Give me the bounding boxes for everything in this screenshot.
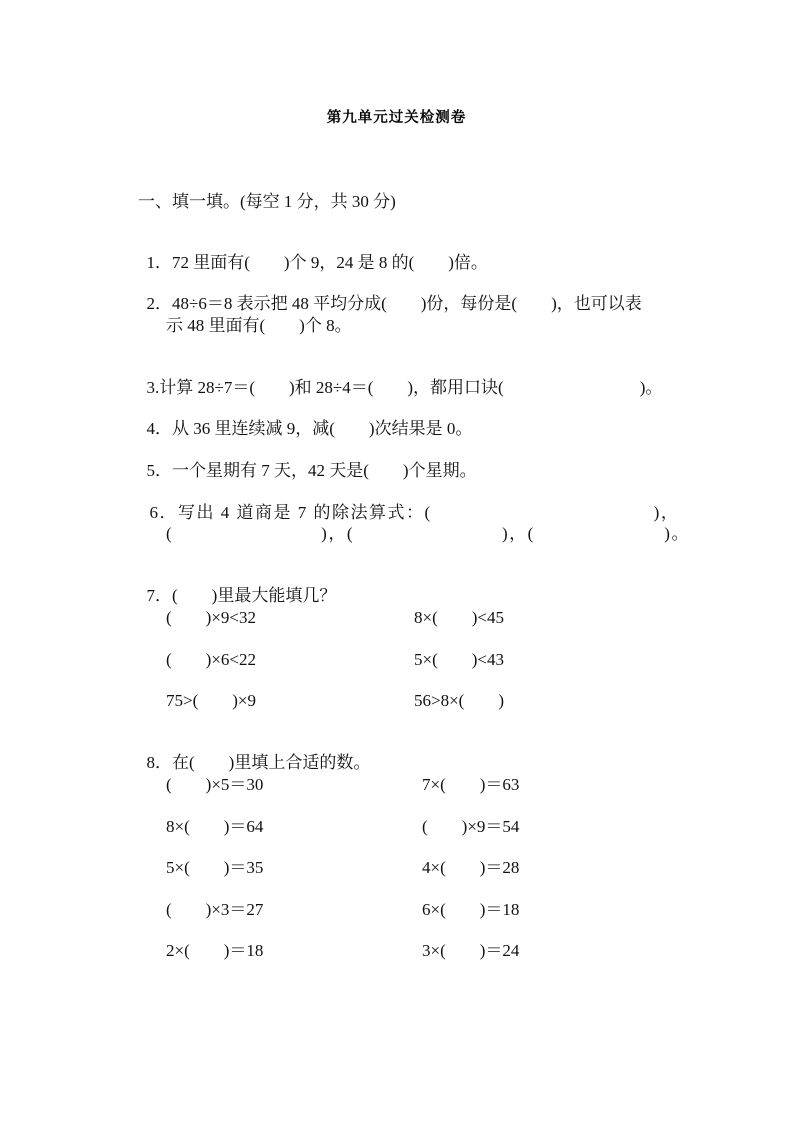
question-4 <box>138 399 472 439</box>
q8-item-2b: ( )×9＝54 <box>422 817 520 836</box>
q7-item-1a: ( )×9<32 <box>166 608 256 627</box>
q8-item-5a: 2×( )＝18 <box>166 941 264 960</box>
question-2-continued: 示 48 里面有( )个 8。 <box>166 316 352 335</box>
question-text: 48÷6＝8 表示把 48 平均分成( )份，每份是( )，也可以表 <box>172 294 642 313</box>
q8-item-1a: ( )×5＝30 <box>166 775 264 794</box>
page-title: 第九单元过关检测卷 <box>326 110 467 126</box>
q8-item-1b: 7×( )＝63 <box>422 775 520 794</box>
question-3 <box>138 358 662 398</box>
q8-item-3a: 5×( )＝35 <box>166 858 264 877</box>
q7-item-2a: ( )×6<22 <box>166 650 256 669</box>
question-6-continued: ( )，( )，( )。 <box>166 524 690 543</box>
q7-item-1b: 8×( )<45 <box>414 608 504 627</box>
question-7 <box>138 566 336 606</box>
question-text: 72 里面有( )个 9，24 是 8 的( )倍。 <box>172 253 488 272</box>
q8-item-2a: 8×( )＝64 <box>166 817 264 836</box>
question-number: 1． <box>146 253 172 272</box>
question-number: 7． <box>146 586 172 605</box>
question-5 <box>138 441 477 481</box>
question-text: 在( )里填上合适的数。 <box>172 753 371 772</box>
question-number: 3. <box>146 378 160 397</box>
question-text: ( )里最大能填几？ <box>172 586 337 605</box>
question-8 <box>138 733 370 773</box>
section-heading: 一、填一填。(每空 1 分，共 30 分) <box>138 192 396 211</box>
question-text: 写出 4 道商是 7 的除法算式：( )， <box>178 503 680 522</box>
question-2 <box>138 274 642 314</box>
question-text: 计算 28÷7＝( )和 28÷4＝( )，都用口诀( )。 <box>159 378 663 397</box>
q7-item-2b: 5×( )<43 <box>414 650 504 669</box>
q8-item-4b: 6×( )＝18 <box>422 900 520 919</box>
question-1 <box>138 233 488 273</box>
question-number: 2． <box>146 294 172 313</box>
question-number: 5． <box>146 461 172 480</box>
question-number: 8． <box>146 753 172 772</box>
q7-item-3b: 56>8×( ) <box>414 691 504 710</box>
q8-item-5b: 3×( )＝24 <box>422 941 520 960</box>
q7-item-3a: 75>( )×9 <box>166 691 256 710</box>
question-6 <box>138 483 679 523</box>
q8-item-3b: 4×( )＝28 <box>422 858 520 877</box>
q8-item-4a: ( )×3＝27 <box>166 900 264 919</box>
question-number: 4． <box>146 419 172 438</box>
question-text: 从 36 里连续减 9，减( )次结果是 0。 <box>172 419 473 438</box>
question-text: 一个星期有 7 天，42 天是( )个星期。 <box>172 461 477 480</box>
question-number: 6． <box>149 503 178 522</box>
